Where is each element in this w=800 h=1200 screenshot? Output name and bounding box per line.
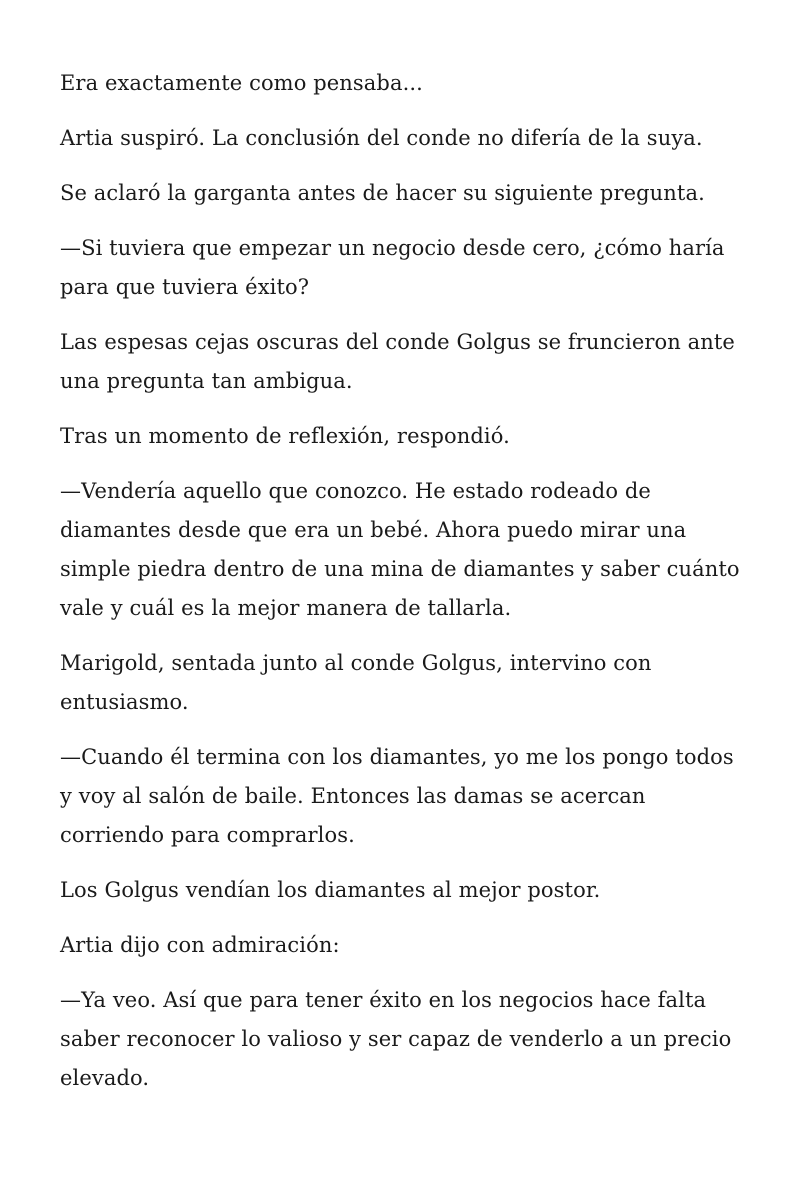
- paragraph: Las espesas cejas oscuras del conde Golgus se fruncieron ante una pregunta tan ambigua.: [60, 330, 735, 393]
- dialogue-paragraph: —Ya veo. Así que para tener éxito en los negocios hace falta saber reconocer lo valioso y ser capaz de venderlo a un precio elevado.: [60, 988, 732, 1090]
- dialogue-paragraph: —Vendería aquello que conozco. He estado rodeado de diamantes desde que era un bebé. Ahora puedo mirar una simple piedra dentro de una mina de diamantes y saber cuánto vale y cuál es la mejor manera de tallarla.: [60, 479, 740, 620]
- paragraph: Los Golgus vendían los diamantes al mejor postor.: [60, 878, 601, 902]
- paragraph: Era exactamente como pensaba...: [60, 71, 423, 95]
- paragraph: Tras un momento de reflexión, respondió.: [60, 424, 510, 448]
- paragraph: Se aclaró la garganta antes de hacer su siguiente pregunta.: [60, 181, 705, 205]
- dialogue-paragraph: —Si tuviera que empezar un negocio desde cero, ¿cómo haría para que tuviera éxito?: [60, 236, 725, 299]
- paragraph: Artia dijo con admiración:: [60, 933, 340, 957]
- dialogue-paragraph: —Cuando él termina con los diamantes, yo me los pongo todos y voy al salón de baile. Entonces las damas se acercan corriendo para comprarlos.: [60, 745, 734, 847]
- paragraph: Marigold, sentada junto al conde Golgus, intervino con entusiasmo.: [60, 651, 652, 714]
- paragraph: Artia suspiró. La conclusión del conde no difería de la suya.: [60, 126, 703, 150]
